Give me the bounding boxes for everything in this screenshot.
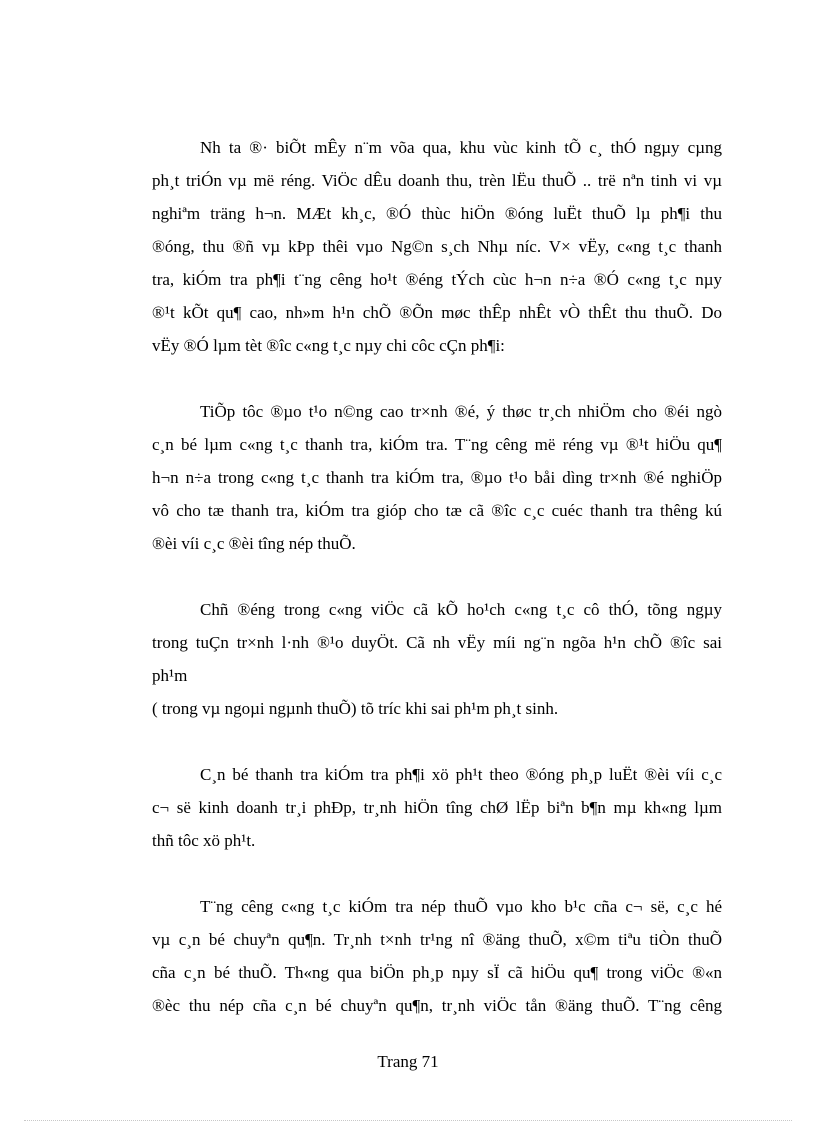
text-line: Nh ta ®· biÕt mÊy n¨m võa qua, khu vùc kinh tÕ c¸ thÓ ngµy cµng — [200, 138, 722, 157]
text-line: vµ c¸n bé chuyªn qu¶n. Tr¸nh t×nh tr¹ng nî ®äng thuÕ, x©m tiªu tiÒn thuÕ — [152, 930, 722, 949]
text-line: vËy ®Ó lµm tèt ®îc c«ng t¸c nµy chi côc cÇn ph¶i: — [152, 336, 505, 355]
page-bottom-divider — [24, 1120, 792, 1121]
text-line: ®óng, thu ®ñ vµ kÞp thêi vµo Ng©n s¸ch Nhµ níc. V× vËy, c«ng t¸c thanh — [152, 237, 722, 256]
text-line: ®¹t kÕt qu¶ cao, nh»m h¹n chÕ ®Õn møc thÊp nhÊt vÒ thÊt thu thuÕ. Do — [152, 303, 722, 322]
text-line: thñ tôc xö ph¹t. — [152, 831, 256, 850]
text-line: ph¸t triÓn vµ më réng. ViÖc dÊu doanh thu, trèn lËu thuÕ .. trë nªn tinh vi vµ — [152, 171, 722, 190]
text-line: h¬n n÷a trong c«ng t¸c thanh tra kiÓm tra, ®µo t¹o båi dìng tr×nh ®é nghiÖp — [152, 468, 722, 487]
text-line: c¬ së kinh doanh tr¸i phÐp, tr¸nh hiÖn tîng chØ lËp biªn b¶n mµ kh«ng lµm — [152, 798, 722, 817]
text-line: c¸n bé lµm c«ng t¸c thanh tra, kiÓm tra. T¨ng cêng më réng vµ ®¹t hiÖu qu¶ — [152, 435, 722, 454]
page-number: Trang 71 — [377, 1052, 439, 1071]
text-line: ph¹m — [152, 666, 188, 685]
text-line: tra, kiÓm tra ph¶i t¨ng cêng ho¹t ®éng tÝch cùc h¬n n÷a ®Ó c«ng t¸c nµy — [152, 270, 722, 289]
text-line: C¸n bé thanh tra kiÓm tra ph¶i xö ph¹t theo ®óng ph¸p luËt ®èi víi c¸c — [200, 765, 722, 784]
text-line: vô cho tæ thanh tra, kiÓm tra gióp cho tæ cã ®îc c¸c cuéc thanh tra thêng kú — [152, 501, 722, 520]
text-line: nghiªm träng h¬n. MÆt kh¸c, ®Ó thùc hiÖn ®óng luËt thuÕ lµ ph¶i thu — [152, 204, 722, 223]
text-line: ®èi víi c¸c ®èi tîng nép thuÕ. — [152, 534, 356, 553]
text-line: Chñ ®éng trong c«ng viÖc cã kÕ ho¹ch c«ng t¸c cô thÓ, tõng ngµy — [200, 600, 722, 619]
text-line: ®èc thu nép cña c¸n bé chuyªn qu¶n, tr¸nh viÖc tån ®äng thuÕ. T¨ng cêng — [152, 996, 722, 1015]
text-line: TiÕp tôc ®µo t¹o n©ng cao tr×nh ®é, ý thøc tr¸ch nhiÖm cho ®éi ngò — [200, 402, 722, 421]
text-line: trong tuÇn tr×nh l·nh ®¹o duyÖt. Cã nh vËy míi ng¨n ngõa h¹n chÕ ®îc sai — [152, 633, 722, 652]
text-line: ( trong vµ ngoµi ngµnh thuÕ) tõ tríc khi sai ph¹m ph¸t sinh. — [152, 699, 559, 718]
text-line: cña c¸n bé thuÕ. Th«ng qua biÖn ph¸p nµy sÏ cã hiÖu qu¶ trong viÖc ®«n — [152, 963, 722, 982]
text-line: T¨ng cêng c«ng t¸c kiÓm tra nép thuÕ vµo kho b¹c cña c¬ së, c¸c hé — [200, 897, 722, 916]
